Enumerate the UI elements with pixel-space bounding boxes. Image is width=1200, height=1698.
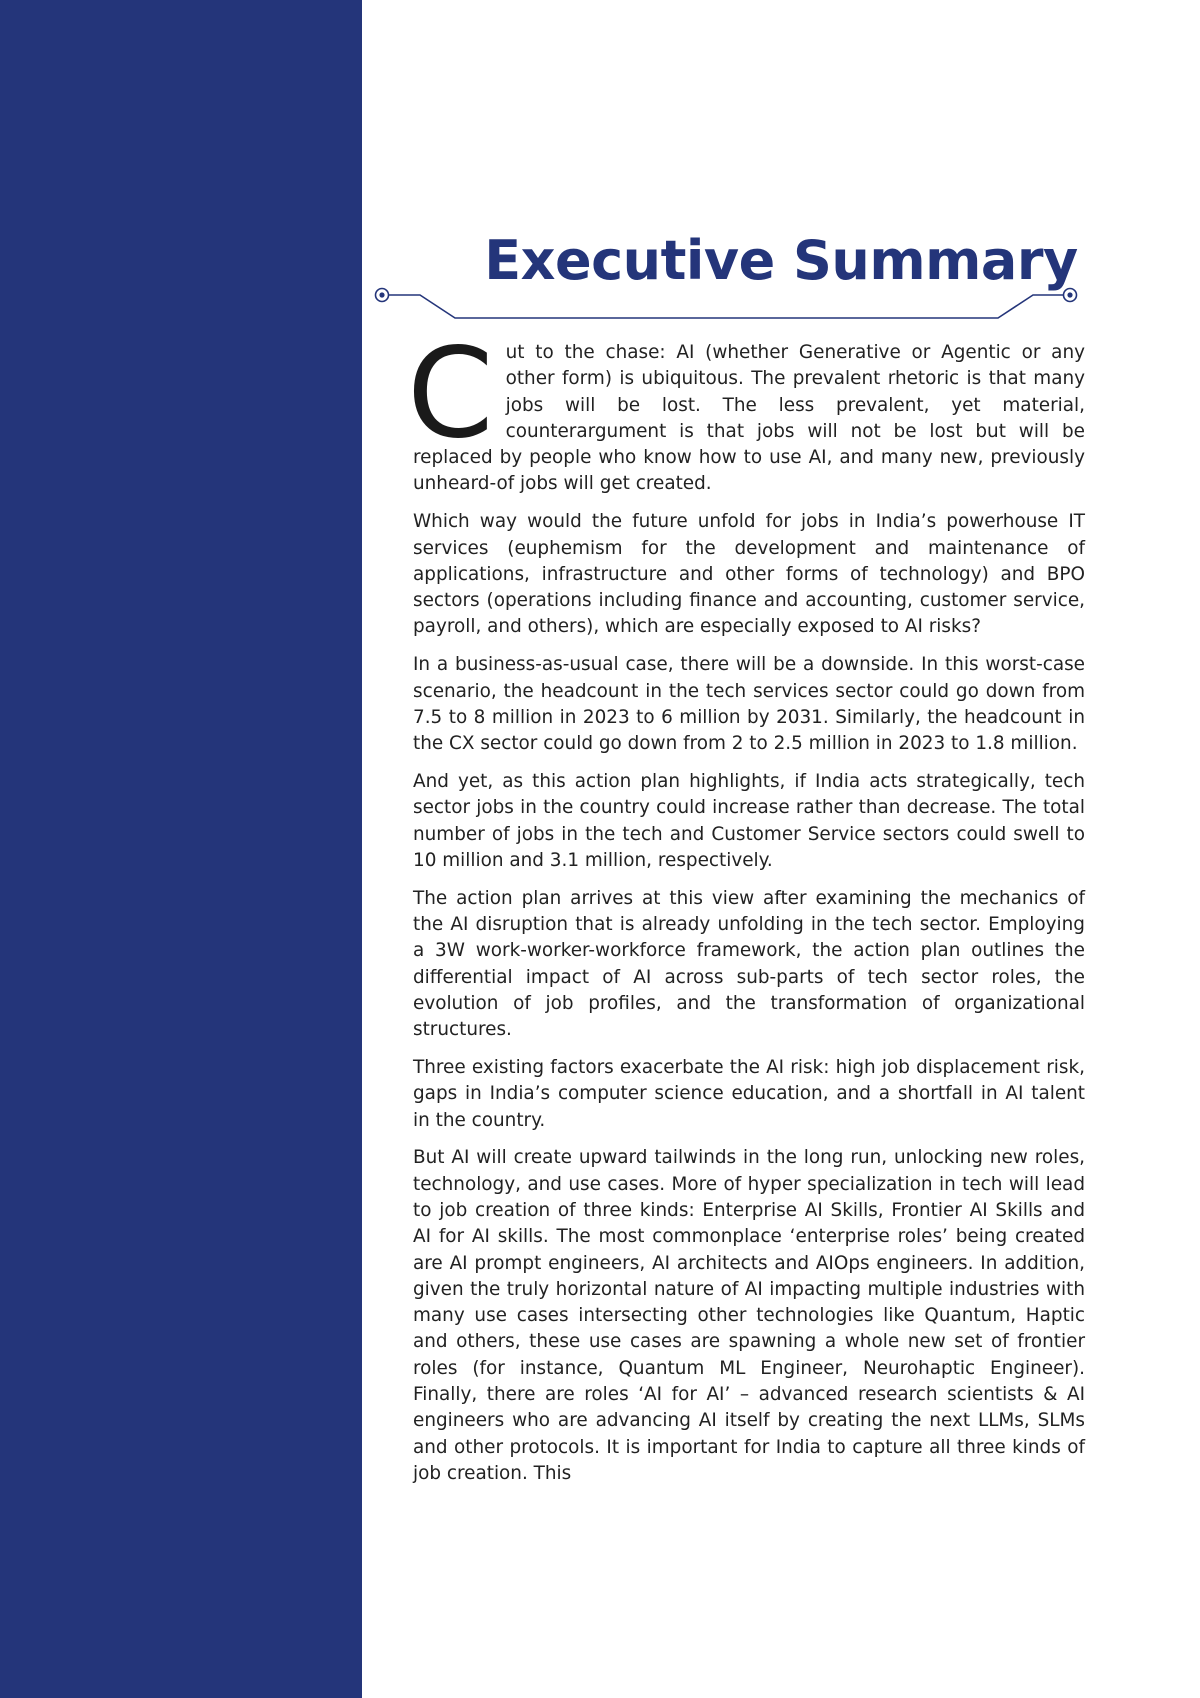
intro-paragraph <box>407 322 1085 498</box>
paragraph: And yet, as this action plan highlights, if India acts strategically, tech sector jobs in the country could increase rather than decrease. The total number of jobs in the tech and Customer Service sectors could swell to 10 million and 3.1 million, respectively. <box>413 770 1085 871</box>
paragraph: The action plan arrives at this view after examining the mechanics of the AI disruption that is already unfolding in the tech sector. Employing a 3W work-worker-workforce framework, the action plan outlines the differential impact of AI across sub-parts of tech sector roles, the evolution of job profiles, and the transformation of organizational structures. <box>413 887 1085 1041</box>
side-color-band <box>0 0 362 1698</box>
left-node-inner <box>379 292 384 297</box>
intro-text: ut to the chase: AI (whether Generative or Agentic or any other form) is ubiquitous. The prevalent rhetoric is that many jobs will be lost. The less prevalent, yet material, counterargument is that jobs will not be lost but will be replaced by people who know how to use AI, and many new, previously unheard-of jobs will get created. <box>413 342 1085 495</box>
paragraph: In a business-as-usual case, there will be a downside. In this worst-case scenario, the headcount in the tech services sector could go down from 7.5 to 8 million in 2023 to 6 million by 2031. Similarly, the headcount in the CX sector could go down from 2 to 2.5 million in 2023 to 1.8 million. <box>413 654 1085 755</box>
right-node-inner <box>1067 292 1072 297</box>
body-text <box>407 322 1085 1499</box>
circuit-line <box>389 295 1064 318</box>
paragraph: But AI will create upward tailwinds in the long run, unlocking new roles, technology, and use cases. More of hyper specialization in tech will lead to job creation of three kinds: Enterprise AI Skills, Frontier AI Skills and AI for AI skills. The most commonplace ‘enterprise roles’ being created are AI prompt engineers, AI architects and AIOps engineers. In addition, given the truly horizontal nature of AI impacting multiple industries with many use cases intersecting other technologies like Quantum, Haptic and others, these use cases are spawning a whole new set of frontier roles (for instance, Quantum ML Engineer, Neurohaptic Engineer). Finally, there are roles ‘AI for AI’ – advanced research scientists & AI engineers who are advancing AI itself by creating the next LLMs, SLMs and other protocols. It is important for India to capture all three kinds of job creation. This <box>413 1147 1085 1484</box>
paragraph: Which way would the future unfold for jobs in India’s powerhouse IT services (euphemism for the development and maintenance of applications, infrastructure and other forms of technology) and BPO sectors (operations including finance and accounting, customer service, payroll, and others), which are especially exposed to AI risks? <box>413 511 1085 638</box>
drop-cap: C <box>407 322 494 466</box>
paragraph: Three existing factors exacerbate the AI risk: high job displacement risk, gaps in India’s computer science education, and a shortfall in AI talent in the country. <box>413 1056 1085 1131</box>
page-title: Executive Summary <box>484 229 1078 292</box>
